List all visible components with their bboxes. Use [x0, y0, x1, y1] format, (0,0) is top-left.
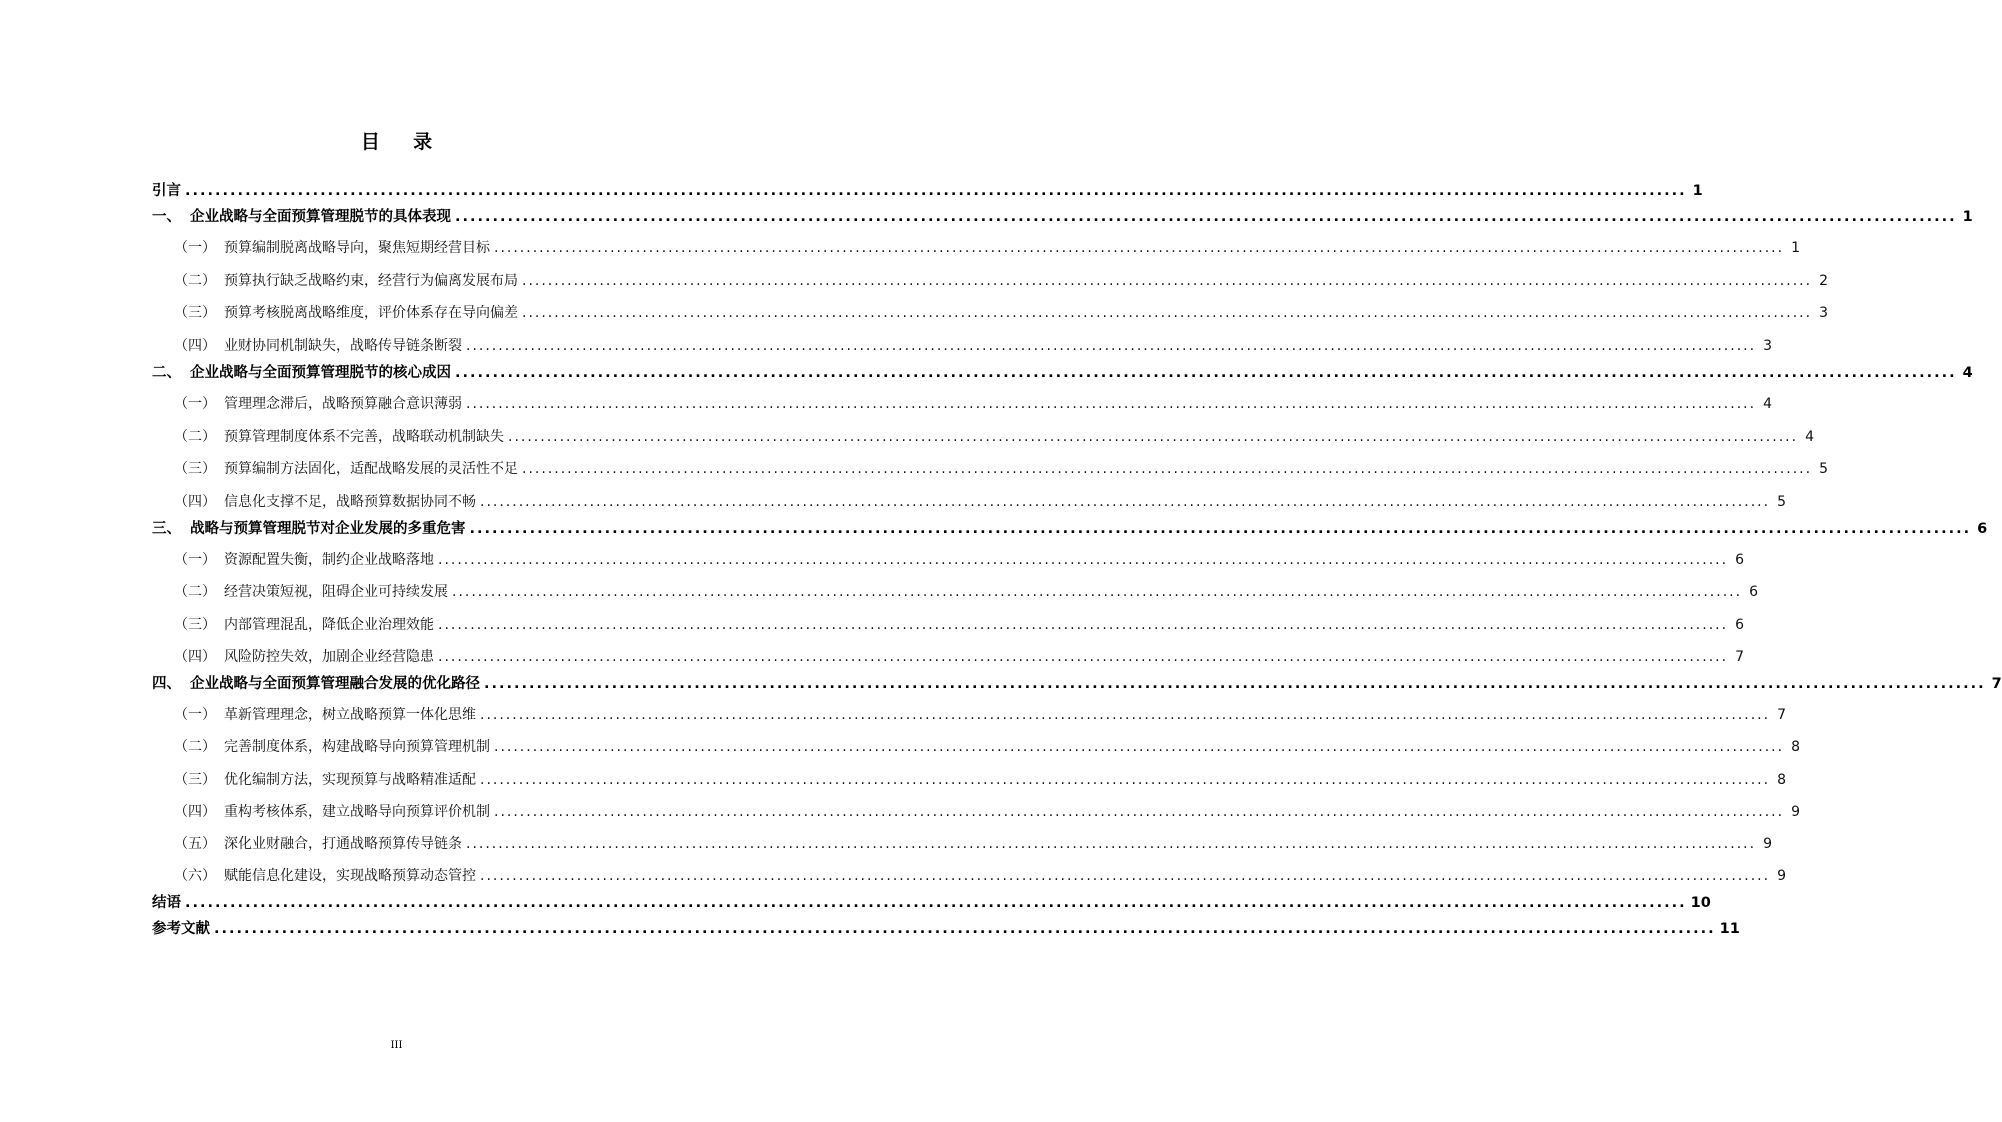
toc-entry-page: 1	[1791, 240, 1801, 256]
toc-entry-page: 10	[1690, 895, 1711, 911]
toc-entry-number: 一、	[152, 209, 181, 225]
toc-entry-number: （一）	[174, 240, 216, 256]
toc-entry[interactable]	[152, 736, 1801, 756]
toc-entry-text: 战略与预算管理脱节对企业发展的多重危害	[190, 521, 466, 537]
toc-entry-number: （二）	[174, 584, 216, 600]
toc-entry-number: （四）	[174, 338, 216, 354]
toc-entry[interactable]	[152, 672, 2002, 693]
toc-entry-page: 9	[1777, 868, 1787, 884]
toc-entry-page: 1	[1962, 209, 1973, 225]
toc-entry-text: 优化编制方法，实现预算与战略精准适配	[224, 772, 476, 788]
toc-leader-dots: ........................................................................................................................................................................................................	[185, 895, 1687, 911]
toc-entry-page: 8	[1777, 772, 1787, 788]
toc-leader-dots: ........................................................................................................................................................................................................	[455, 209, 1957, 225]
toc-entry-page: 7	[1991, 676, 2002, 692]
toc-entry-text: 完善制度体系，构建战略导向预算管理机制	[224, 739, 490, 755]
toc-leader-dots: ........................................................................................................................................................................................................	[438, 552, 1729, 568]
toc-entry-number: （四）	[174, 494, 216, 510]
toc-entry-text: 预算管理制度体系不完善，战略联动机制缺失	[224, 429, 504, 445]
toc-entry[interactable]	[152, 646, 1745, 666]
toc-leader-dots: ........................................................................................................................................................................................................	[438, 649, 1729, 665]
toc-entry-number: 二、	[152, 365, 181, 381]
toc-entry[interactable]	[152, 361, 1973, 382]
toc-entry-page: 1	[1692, 183, 1703, 199]
toc-leader-dots: ........................................................................................................................................................................................................	[508, 429, 1799, 445]
toc-leader-dots: ........................................................................................................................................................................................................	[438, 617, 1729, 633]
toc-leader-dots: ........................................................................................................................................................................................................	[494, 804, 1785, 820]
toc-entry-number: （二）	[174, 739, 216, 755]
toc-entry[interactable]	[152, 891, 1711, 912]
toc-entry-text: 引言	[152, 183, 181, 199]
toc-entry[interactable]	[152, 704, 1787, 724]
toc-entry[interactable]	[152, 581, 1759, 601]
toc-entry-page: 2	[1819, 273, 1829, 289]
toc-entry-page: 4	[1962, 365, 1973, 381]
toc-entry-number: （六）	[174, 868, 216, 884]
toc-entry-text: 管理理念滞后，战略预算融合意识薄弱	[224, 396, 462, 412]
toc-entry-number: （一）	[174, 707, 216, 723]
toc-title: 目 录	[360, 131, 446, 153]
toc-leader-dots: ........................................................................................................................................................................................................	[480, 494, 1771, 510]
toc-entry-text: 信息化支撑不足，战略预算数据协同不畅	[224, 494, 476, 510]
toc-entry-page: 5	[1777, 494, 1787, 510]
toc-leader-dots: ........................................................................................................................................................................................................	[522, 305, 1813, 321]
toc-entry-page: 7	[1735, 649, 1745, 665]
toc-leader-dots: ........................................................................................................................................................................................................	[494, 240, 1785, 256]
toc-entry[interactable]	[152, 179, 1703, 200]
toc-entry[interactable]	[152, 614, 1745, 634]
toc-entry[interactable]	[152, 458, 1829, 478]
toc-leader-dots: ........................................................................................................................................................................................................	[466, 338, 1757, 354]
toc-entry-text: 企业战略与全面预算管理融合发展的优化路径	[190, 676, 480, 692]
toc-entry-number: （五）	[174, 836, 216, 852]
toc-entry[interactable]	[152, 801, 1801, 821]
toc-entry-text: 革新管理理念，树立战略预算一体化思维	[224, 707, 476, 723]
toc-entry-text: 内部管理混乱，降低企业治理效能	[224, 617, 434, 633]
toc-leader-dots: ........................................................................................................................................................................................................	[494, 739, 1785, 755]
toc-leader-dots: ........................................................................................................................................................................................................	[466, 836, 1757, 852]
toc-leader-dots: ........................................................................................................................................................................................................	[469, 521, 1972, 537]
toc-entry[interactable]	[152, 237, 1801, 257]
toc-leader-dots: ........................................................................................................................................................................................................	[466, 396, 1757, 412]
toc-entry-page: 6	[1735, 617, 1745, 633]
toc-leader-dots: ........................................................................................................................................................................................................	[484, 676, 1986, 692]
toc-entry-number: （二）	[174, 429, 216, 445]
toc-entry-text: 预算编制脱离战略导向，聚焦短期经营目标	[224, 240, 490, 256]
toc-entry-text: 企业战略与全面预算管理脱节的具体表现	[190, 209, 451, 225]
toc-leader-dots: ........................................................................................................................................................................................................	[480, 772, 1771, 788]
toc-entry-text: 经营决策短视，阻碍企业可持续发展	[224, 584, 448, 600]
toc-entry[interactable]	[152, 393, 1773, 413]
toc-entry-text: 业财协同机制缺失，战略传导链条断裂	[224, 338, 462, 354]
toc-entry-text: 重构考核体系，建立战略导向预算评价机制	[224, 804, 490, 820]
page-number: III	[390, 1040, 403, 1051]
toc-entry[interactable]	[152, 833, 1773, 853]
toc-entry-page: 6	[1735, 552, 1745, 568]
toc-entry-number: （三）	[174, 617, 216, 633]
toc-leader-dots: ........................................................................................................................................................................................................	[480, 707, 1771, 723]
toc-entry[interactable]	[152, 491, 1787, 511]
toc-entry-page: 3	[1763, 338, 1773, 354]
toc-entry-number: （三）	[174, 461, 216, 477]
toc-entry-page: 9	[1791, 804, 1801, 820]
toc-entry-page: 11	[1719, 921, 1740, 937]
toc-entry-page: 3	[1819, 305, 1829, 321]
toc-entry-text: 预算考核脱离战略维度，评价体系存在导向偏差	[224, 305, 518, 321]
toc-entry-text: 结语	[152, 895, 181, 911]
toc-entry[interactable]	[152, 270, 1829, 290]
toc-leader-dots: ........................................................................................................................................................................................................	[455, 365, 1957, 381]
toc-entry-number: （四）	[174, 649, 216, 665]
toc-entry-text: 赋能信息化建设，实现战略预算动态管控	[224, 868, 476, 884]
toc-entry-text: 企业战略与全面预算管理脱节的核心成因	[190, 365, 451, 381]
toc-leader-dots: ........................................................................................................................................................................................................	[522, 461, 1813, 477]
toc-entry-text: 风险防控失效，加剧企业经营隐患	[224, 649, 434, 665]
toc-entry-number: （四）	[174, 804, 216, 820]
toc-entry-page: 9	[1763, 836, 1773, 852]
toc-entry[interactable]	[152, 549, 1745, 569]
toc-entry-page: 4	[1763, 396, 1773, 412]
toc-leader-dots: ........................................................................................................................................................................................................	[522, 273, 1813, 289]
toc-entry-page: 6	[1977, 521, 1988, 537]
toc-entry-text: 预算编制方法固化，适配战略发展的灵活性不足	[224, 461, 518, 477]
toc-entry-text: 深化业财融合，打通战略预算传导链条	[224, 836, 462, 852]
toc-entry[interactable]	[152, 302, 1829, 322]
toc-leader-dots: ........................................................................................................................................................................................................	[452, 584, 1743, 600]
toc-entry-page: 7	[1777, 707, 1787, 723]
toc-entry[interactable]	[152, 865, 1787, 885]
toc-entry-text: 预算执行缺乏战略约束，经营行为偏离发展布局	[224, 273, 518, 289]
toc-entry[interactable]	[152, 517, 1988, 538]
toc-entry-number: （一）	[174, 396, 216, 412]
toc-leader-dots: ........................................................................................................................................................................................................	[214, 921, 1716, 937]
toc-entry-number: （三）	[174, 772, 216, 788]
toc-entry-text: 资源配置失衡，制约企业战略落地	[224, 552, 434, 568]
toc-entry-number: （三）	[174, 305, 216, 321]
toc-entry-number: （二）	[174, 273, 216, 289]
toc-entry-page: 5	[1819, 461, 1829, 477]
toc-entry-number: 四、	[152, 676, 181, 692]
toc-entry[interactable]	[152, 917, 1740, 938]
toc-entry[interactable]	[152, 426, 1815, 446]
toc-entry-number: （一）	[174, 552, 216, 568]
toc-entry-page: 8	[1791, 739, 1801, 755]
toc-entry-page: 4	[1805, 429, 1815, 445]
toc-entry[interactable]	[152, 205, 1973, 226]
toc-entry[interactable]	[152, 769, 1787, 789]
toc-leader-dots: ........................................................................................................................................................................................................	[185, 183, 1687, 199]
toc-leader-dots: ........................................................................................................................................................................................................	[480, 868, 1771, 884]
toc-entry[interactable]	[152, 335, 1773, 355]
toc-entry-text: 参考文献	[152, 921, 210, 937]
toc-entry-page: 6	[1749, 584, 1759, 600]
toc-entry-number: 三、	[152, 521, 181, 537]
